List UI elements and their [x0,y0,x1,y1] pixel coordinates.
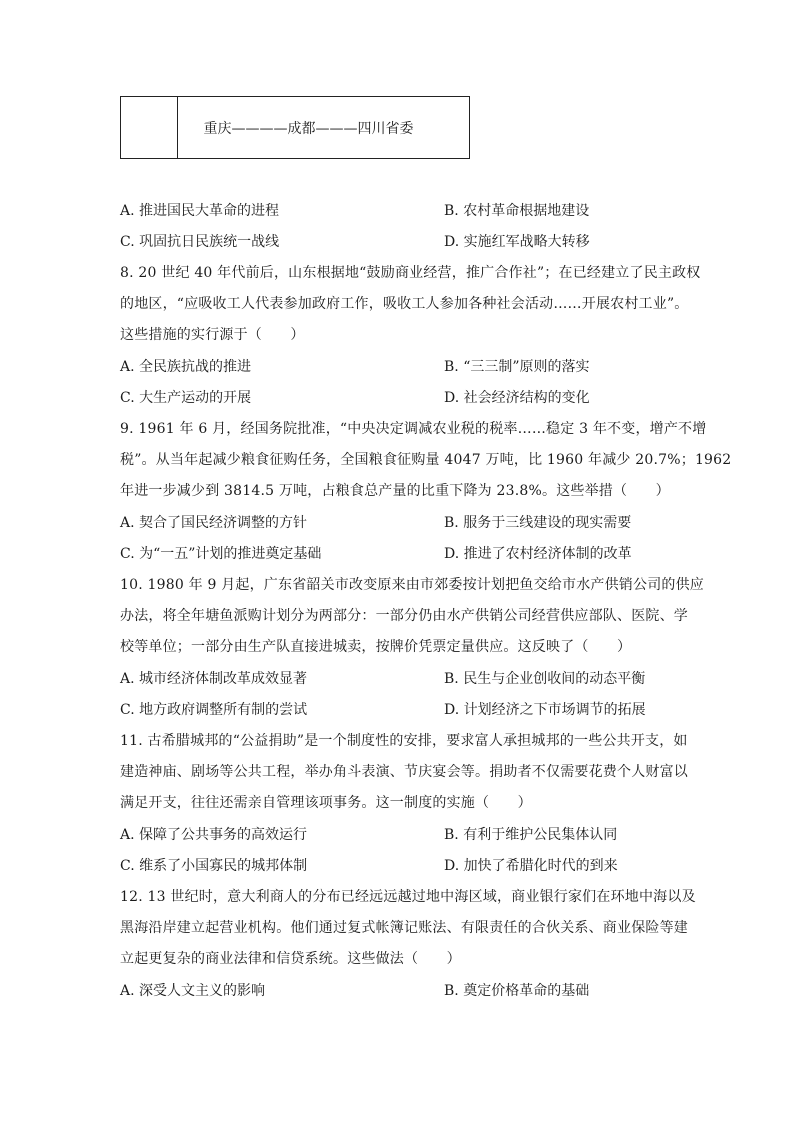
q7-option-d: D. 实施红军战略大转移 [444,234,590,250]
q11-option-c: C. 维系了小国寡民的城邦体制 [120,858,308,874]
q9-stem-line-2: 税”。从当年起减少粮食征购任务，全国粮食征购量 4047 万吨，比 1960 年减少 20.7%；1962 [120,452,732,468]
q10-stem-line-3: 校等单位；一部分由生产队直接进城卖，按牌价凭票定量供应。这反映了（ ） [120,639,632,655]
q10-option-d: D. 计划经济之下市场调节的拓展 [444,702,646,718]
q8-option-c: C. 大生产运动的开展 [120,390,252,406]
q11-option-d: D. 加快了希腊化时代的到来 [444,858,618,874]
q7-option-b: B. 农村革命根据地建设 [444,203,590,219]
q11-stem-line-2: 建造神庙、剧场等公共工程，举办角斗表演、节庆宴会等。捐助者不仅需要花费个人财富以 [120,764,688,780]
q9-option-a: A. 契合了国民经济调整的方针 [120,515,308,531]
q7-option-a: A. 推进国民大革命的进程 [120,203,280,219]
q8-stem-line-3: 这些措施的实行源于（ ） [120,327,305,343]
table-empty-cell [121,97,178,158]
q9-option-b: B. 服务于三线建设的现实需要 [444,515,632,531]
q8-option-a: A. 全民族抗战的推进 [120,359,252,375]
q12-option-a: A. 深受人文主义的影响 [120,983,266,999]
q11-option-a: A. 保障了公共事务的高效运行 [120,827,308,843]
q8-option-d: D. 社会经济结构的变化 [444,390,590,406]
table-route-cell: 重庆————成都———四川省委 [203,120,414,137]
q11-option-b: B. 有利于维护公民集体认同 [444,827,618,843]
q12-stem-line-1: 12. 13 世纪时，意大利商人的分布已经远远越过地中海区域，商业银行家们在环地中海以及 [120,889,696,905]
q12-stem-line-2: 黑海沿岸建立起营业机构。他们通过复式帐簿记账法、有限责任的合伙关系、商业保险等建 [120,920,688,936]
q7-option-c: C. 巩固抗日民族统一战线 [120,234,280,250]
q9-stem-line-3: 年进一步减少到 3814.5 万吨，占粮食总产量的比重下降为 23.8%。这些举措（ ） [120,483,670,499]
q11-stem-line-1: 11. 古希腊城邦的“公益捐助”是一个制度性的安排，要求富人承担城邦的一些公共开支，如 [120,733,688,749]
q9-stem-line-1: 9. 1961 年 6 月，经国务院批准，“中央决定调减农业税的税率……稳定 3 年不变，增产不增 [120,421,707,437]
q8-stem-line-1: 8. 20 世纪 40 年代前后，山东根据地“鼓励商业经营，推广合作社”；在已经建立了民主政权 [120,265,701,281]
q10-stem-line-1: 10. 1980 年 9 月起，广东省韶关市改变原来由市郊委按计划把鱼交给市水产供销公司的供应 [120,577,704,593]
q10-option-b: B. 民生与企业创收间的动态平衡 [444,671,646,687]
q9-option-c: C. 为“一五”计划的推进奠定基础 [120,546,322,562]
q10-option-c: C. 地方政府调整所有制的尝试 [120,702,308,718]
q12-stem-line-3: 立起更复杂的商业法律和信贷系统。这些做法（ ） [120,951,461,967]
q11-stem-line-3: 满足开支，往往还需亲自管理该项事务。这一制度的实施（ ） [120,795,532,811]
q8-option-b: B. “三三制”原则的落实 [444,359,590,375]
q9-option-d: D. 推进了农村经济体制的改革 [444,546,632,562]
q12-option-b: B. 奠定价格革命的基础 [444,983,590,999]
route-table [120,96,470,159]
q8-stem-line-2: 的地区，“应吸收工人代表参加政府工作，吸收工人参加各种社会活动……开展农村工业”。 [120,296,689,312]
q10-option-a: A. 城市经济体制改革成效显著 [120,671,308,687]
q10-stem-line-2: 办法，将全年塘鱼派购计划分为两部分：一部分仍由水产供销公司经营供应部队、医院、学 [120,608,688,624]
